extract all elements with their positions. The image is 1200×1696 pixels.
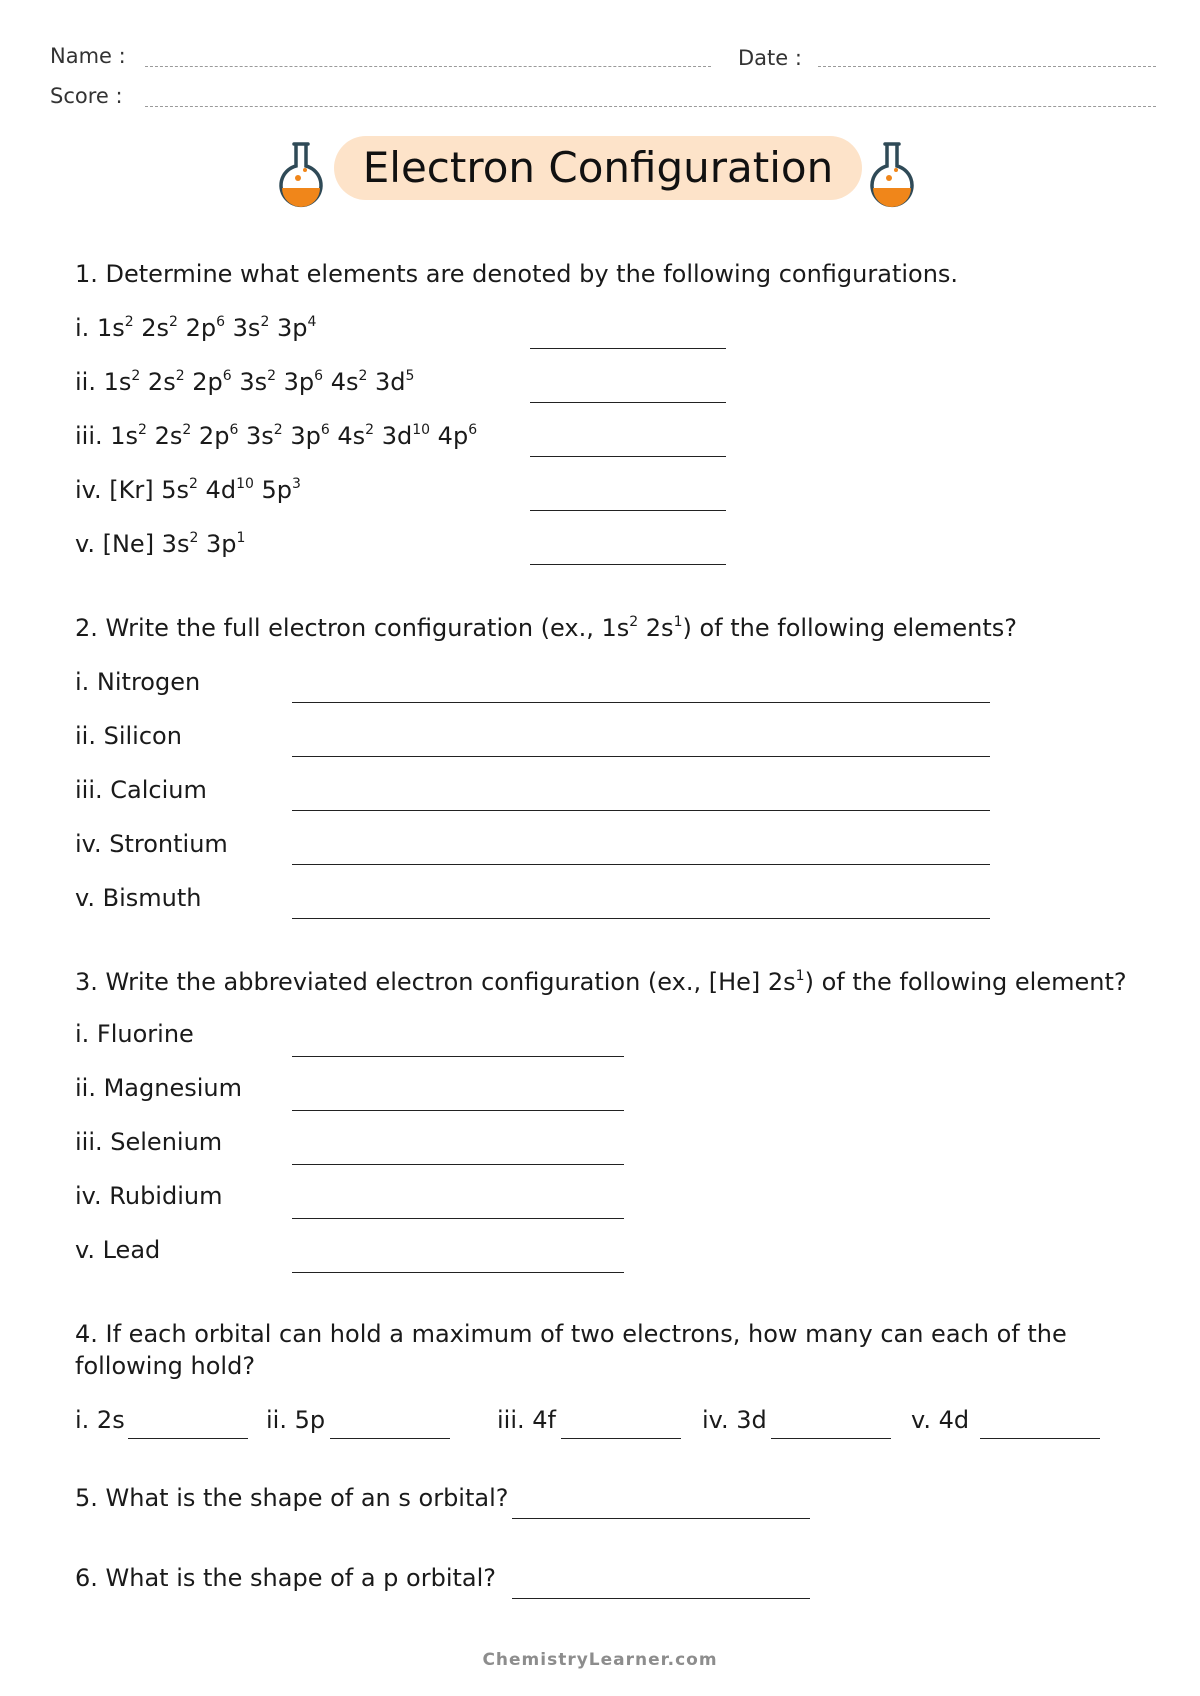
date-label: Date : [738, 46, 802, 70]
superscript: 2 [189, 530, 199, 546]
question-2-prompt [75, 612, 1017, 644]
element-label: i. Nitrogen [75, 668, 201, 696]
answer-line[interactable] [530, 510, 726, 511]
element-label: iii. Calcium [75, 776, 207, 804]
orbital-term: 4s [329, 422, 366, 450]
answer-line[interactable] [980, 1438, 1100, 1439]
superscript: 2 [131, 368, 141, 384]
prompt-line: 4. If each orbital can hold a maximum of two electrons, how many can each of the [75, 1320, 1067, 1348]
superscript: 5 [405, 368, 415, 384]
name-field[interactable] [145, 66, 711, 67]
answer-line[interactable] [292, 1272, 624, 1273]
date-field[interactable] [818, 66, 1156, 67]
orbital-term: 1s [103, 368, 132, 396]
answer-line[interactable] [292, 1164, 624, 1165]
configuration-item [75, 530, 245, 558]
question-3-prompt [75, 966, 1127, 998]
superscript: 2 [138, 422, 147, 438]
superscript: 1 [236, 530, 246, 546]
superscript: 6 [314, 368, 324, 384]
superscript: 2 [189, 476, 198, 492]
superscript: 1 [673, 614, 683, 630]
orbital-term: 3s [225, 314, 261, 342]
prompt-text: 3. Write the abbreviated electron configuration (ex., [He] 2s [75, 968, 796, 996]
answer-line[interactable] [330, 1438, 450, 1439]
superscript: 3 [292, 476, 301, 492]
item-number: v. [75, 530, 103, 558]
superscript: 2 [260, 314, 270, 330]
orbital-term: 3s [231, 368, 268, 396]
prompt-text: ) of the following elements? [682, 614, 1017, 642]
answer-line[interactable] [561, 1438, 681, 1439]
flask-icon [863, 140, 921, 212]
orbital-term: 2s [146, 422, 183, 450]
orbital-term: [Ne] 3s [102, 530, 190, 558]
footer-brand: ChemistryLearner.com [482, 1650, 718, 1670]
answer-line[interactable] [530, 564, 726, 565]
orbital-term: 5p [253, 476, 293, 504]
answer-line[interactable] [292, 756, 990, 757]
orbital-label: v. 4d [911, 1406, 970, 1434]
score-label: Score : [50, 84, 123, 108]
question-4-prompt [75, 1318, 1067, 1382]
superscript: 2 [267, 368, 277, 384]
orbital-term: 3d [367, 368, 406, 396]
orbital-term: [Kr] 5s [109, 476, 189, 504]
orbital-term: 2s [140, 368, 176, 396]
superscript: 10 [236, 476, 254, 492]
answer-line[interactable] [292, 918, 990, 919]
element-label: ii. Silicon [75, 722, 182, 750]
answer-line[interactable] [512, 1518, 810, 1519]
element-label: ii. Magnesium [75, 1074, 242, 1102]
superscript: 2 [169, 314, 178, 330]
orbital-term: 1s [110, 422, 139, 450]
answer-line[interactable] [530, 402, 726, 403]
configuration-item [75, 314, 316, 342]
prompt-text: 2. Write the full electron configuration (ex., 1s [75, 614, 630, 642]
superscript: 6 [229, 422, 239, 438]
orbital-term: 4s [323, 368, 359, 396]
orbital-term: 3p [276, 368, 315, 396]
orbital-term: 4d [197, 476, 237, 504]
answer-line[interactable] [292, 1110, 624, 1111]
superscript: 1 [795, 968, 805, 984]
superscript: 10 [412, 422, 431, 438]
page-title: Electron Configuration [362, 143, 834, 192]
element-label: v. Lead [75, 1236, 161, 1264]
item-number: ii. [75, 368, 104, 396]
superscript: 4 [307, 314, 317, 330]
configuration-item [75, 368, 414, 396]
answer-line[interactable] [128, 1438, 248, 1439]
answer-line[interactable] [292, 1056, 624, 1057]
question-5-prompt: 5. What is the shape of an s orbital? [75, 1484, 509, 1512]
configuration-item [75, 422, 477, 450]
orbital-label: ii. 5p [266, 1406, 326, 1434]
flask-icon [272, 140, 330, 212]
superscript: 2 [629, 614, 639, 630]
orbital-term: 3p [282, 422, 321, 450]
superscript: 2 [358, 368, 368, 384]
orbital-term: 2p [191, 422, 230, 450]
answer-line[interactable] [530, 456, 726, 457]
element-label: iv. Rubidium [75, 1182, 223, 1210]
answer-line[interactable] [512, 1598, 810, 1599]
orbital-term: 1s [96, 314, 125, 342]
configuration-item [75, 476, 301, 504]
answer-line[interactable] [292, 864, 990, 865]
element-label: v. Bismuth [75, 884, 202, 912]
answer-line[interactable] [292, 810, 990, 811]
item-number: i. [75, 314, 97, 342]
orbital-term: 3p [269, 314, 308, 342]
question-1-prompt: 1. Determine what elements are denoted by the following configurations. [75, 260, 959, 288]
item-number: iv. [75, 476, 110, 504]
answer-line[interactable] [771, 1438, 891, 1439]
orbital-term: 2p [177, 314, 217, 342]
prompt-line: following hold? [75, 1352, 256, 1380]
name-label: Name : [50, 44, 126, 68]
superscript: 2 [175, 368, 185, 384]
superscript: 6 [222, 368, 232, 384]
orbital-label: iv. 3d [702, 1406, 767, 1434]
question-6-prompt: 6. What is the shape of a p orbital? [75, 1564, 497, 1592]
orbital-term: 3d [374, 422, 413, 450]
score-field[interactable] [145, 106, 1156, 107]
superscript: 6 [320, 422, 330, 438]
answer-line[interactable] [292, 702, 990, 703]
element-label: iii. Selenium [75, 1128, 223, 1156]
prompt-text: 2s [638, 614, 674, 642]
orbital-term: 3p [198, 530, 237, 558]
element-label: i. Fluorine [75, 1020, 194, 1048]
item-number: iii. [75, 422, 111, 450]
superscript: 6 [468, 422, 478, 438]
superscript: 2 [182, 422, 192, 438]
answer-line[interactable] [292, 1218, 624, 1219]
orbital-term: 2s [133, 314, 170, 342]
prompt-text: ) of the following element? [804, 968, 1127, 996]
superscript: 2 [124, 314, 134, 330]
orbital-term: 4p [430, 422, 469, 450]
superscript: 2 [273, 422, 283, 438]
answer-line[interactable] [530, 348, 726, 349]
orbital-label: i. 2s [75, 1406, 125, 1434]
orbital-term: 3s [238, 422, 274, 450]
orbital-label: iii. 4f [497, 1406, 556, 1434]
orbital-term: 2p [184, 368, 223, 396]
element-label: iv. Strontium [75, 830, 228, 858]
superscript: 2 [365, 422, 375, 438]
superscript: 6 [216, 314, 226, 330]
